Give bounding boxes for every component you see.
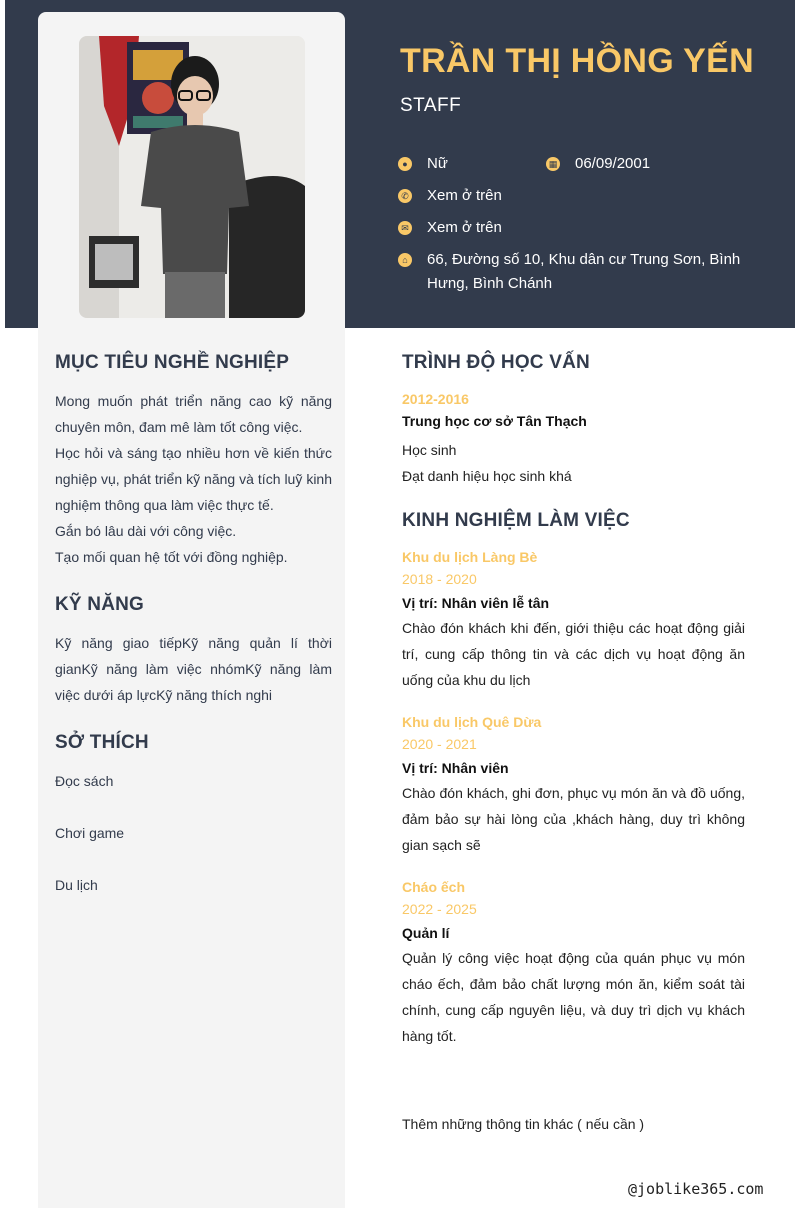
objective-line: Gắn bó lâu dài với công việc.: [55, 523, 237, 539]
email-value: Xem ở trên: [427, 219, 502, 236]
watermark-text: @joblike365.com: [628, 1180, 764, 1198]
education-entry: [402, 391, 745, 489]
company-name: Khu du lịch Quê Dừa: [402, 714, 542, 730]
company-name: Cháo ếch: [402, 879, 466, 895]
company-name: Khu du lịch Làng Bè: [402, 549, 538, 565]
objective-heading: MỤC TIÊU NGHỀ NGHIỆP: [55, 352, 290, 373]
objective-line: Tạo mối quan hệ tốt với đồng nghiệp.: [55, 549, 288, 565]
job-position: Vị trí: Nhân viên: [402, 760, 509, 776]
education-school: Trung học cơ sở Tân Thạch: [402, 413, 587, 429]
education-heading: TRÌNH ĐỘ HỌC VẤN: [402, 352, 590, 373]
experience-heading: KINH NGHIỆM LÀM VIỆC: [402, 510, 630, 531]
hobbies-heading: SỞ THÍCH: [55, 732, 149, 753]
education-period: 2012-2016: [402, 391, 469, 407]
home-icon: ⌂: [398, 253, 412, 267]
job-description: Quản lý công việc hoạt động của quán phục vụ món cháo ếch, đảm bảo chất lượng món ăn, kiểm soát tài chính, cung cấp nguyên liệu, và duy trì dịch vụ khách hàng tốt.: [402, 950, 745, 1044]
objective-body: [55, 388, 332, 570]
job-period: 2022 - 2025: [402, 901, 477, 917]
job-description: Chào đón khách khi đến, giới thiệu các hoạt động giải trí, cung cấp thông tin và các dịch vụ hoạt động ăn uống của khu du lịch: [402, 620, 745, 688]
job-title: STAFF: [400, 95, 462, 116]
birthdate-value: 06/09/2001: [575, 155, 651, 172]
objective-line: Mong muốn phát triển năng cao kỹ năng chuyên môn, đam mê làm tốt công việc.: [55, 393, 332, 435]
hobby-item: Du lịch: [55, 877, 98, 893]
experience-entry: [402, 714, 745, 858]
birthdate-row: [546, 152, 650, 176]
job-position: Vị trí: Nhân viên lễ tân: [402, 595, 550, 611]
email-icon: ✉: [398, 221, 412, 235]
phone-value: Xem ở trên: [427, 187, 502, 204]
hobby-item: Đọc sách: [55, 773, 114, 789]
objective-line: Học hỏi và sáng tạo nhiều hơn về kiến thức nghiệp vụ, phát triển kỹ năng và tích luỹ kinh nghiệm thông qua làm việc thực tế.: [55, 445, 332, 513]
job-period: 2018 - 2020: [402, 571, 477, 587]
phone-icon: ✆: [398, 189, 412, 203]
profile-photo: [79, 36, 305, 318]
experience-entry: [402, 879, 745, 1049]
candidate-name: TRẦN THỊ HỒNG YẾN: [400, 42, 754, 80]
hobby-item: Chơi game: [55, 825, 125, 841]
skills-heading: KỸ NĂNG: [55, 594, 145, 615]
extra-info: Thêm những thông tin khác ( nếu cần ): [402, 1116, 645, 1132]
job-position: Quản lí: [402, 925, 450, 941]
education-role: Học sinh: [402, 442, 457, 458]
gender-row: [398, 152, 448, 176]
address-row: [398, 248, 748, 296]
education-achievement: Đạt danh hiệu học sinh khá: [402, 468, 572, 484]
user-icon: ●: [398, 157, 412, 171]
calendar-icon: ▦: [546, 157, 560, 171]
experience-entry: [402, 549, 745, 693]
gender-value: Nữ: [427, 155, 448, 172]
phone-row: [398, 184, 502, 208]
skills-body: Kỹ năng giao tiếpKỹ năng quản lí thời gianKỹ năng làm việc nhómKỹ năng làm việc dưới áp lựcKỹ năng thích nghi: [55, 635, 332, 703]
job-period: 2020 - 2021: [402, 736, 477, 752]
address-value: 66, Đường số 10, Khu dân cư Trung Sơn, Bình Hưng, Bình Chánh: [427, 251, 741, 292]
job-description: Chào đón khách, ghi đơn, phục vụ món ăn và đồ uống, đảm bảo sự hài lòng của ,khách hàng, duy trì không gian sạch sẽ: [402, 785, 745, 853]
email-row: [398, 216, 502, 240]
